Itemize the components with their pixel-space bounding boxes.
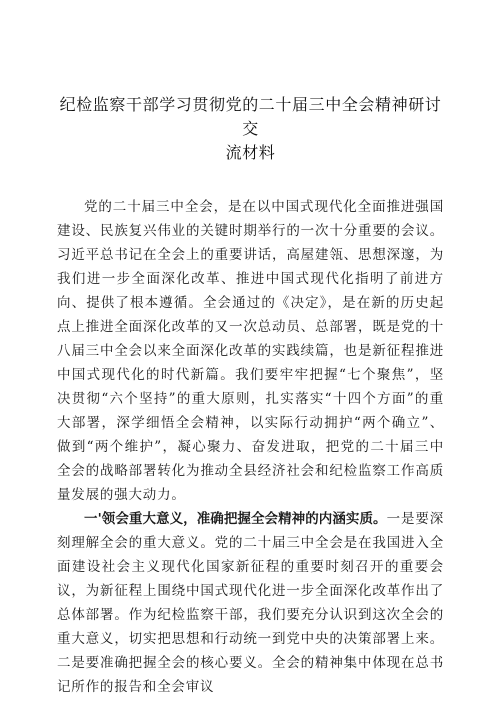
title-line-1: 纪检监察干部学习贯彻党的二十届三中全会精神研讨交 bbox=[59, 95, 442, 138]
document-title bbox=[57, 93, 444, 165]
document-body bbox=[57, 195, 444, 699]
paragraph-2 bbox=[57, 507, 444, 699]
title-line-2: 流材料 bbox=[225, 143, 276, 162]
paragraph-2-lead: 一'领会重大意义，准确把握全会精神的内涵实质。 bbox=[84, 511, 387, 527]
paragraph-2-body: 一是要深刻理解全会的重大意义。党的二十届三中全会是在我国进入全面建设社会主义现代化国家新征程的重要时刻召开的重要会议，为新征程上围绕中国式现代化进一步全面深化改革作出了总体部署。作为纪检监察干部，我们要充分认识到这次全会的重大意义，切实把思想和行动统一到党中央的决策部署上来。二是要准确把握全会的核心要义。全会的精神集中体现在总书记所作的报告和全会审议 bbox=[57, 511, 445, 695]
paragraph-1: 党的二十届三中全会，是在以中国式现代化全面推进强国建设、民族复兴伟业的关键时期举行的一次十分重要的会议。习近平总书记在全会上的重要讲话，高屋建瓴、思想深邃，为我们进一步全面深化改革、推进中国式现代化指明了前进方向、提供了根本遵循。全会通过的《决定》，是在新的历史起点上推进全面深化改革的又一次总动员、总部署，既是党的十八届三中全会以来全面深化改革的实践续篇，也是新征程推进中国式现代化的时代新篇。我们要牢牢把握“七个聚焦”，坚决贯彻“六个坚持”的重大原则，扎实落实“十四个方面”的重大部署，深学细悟全会精神，以实际行动拥护“两个确立”、做到“两个维护”，凝心聚力、奋发进取，把党的二十届三中全会的战略部署转化为推动全县经济社会和纪检监察工作高质量发展的强大动力。 bbox=[57, 199, 444, 503]
